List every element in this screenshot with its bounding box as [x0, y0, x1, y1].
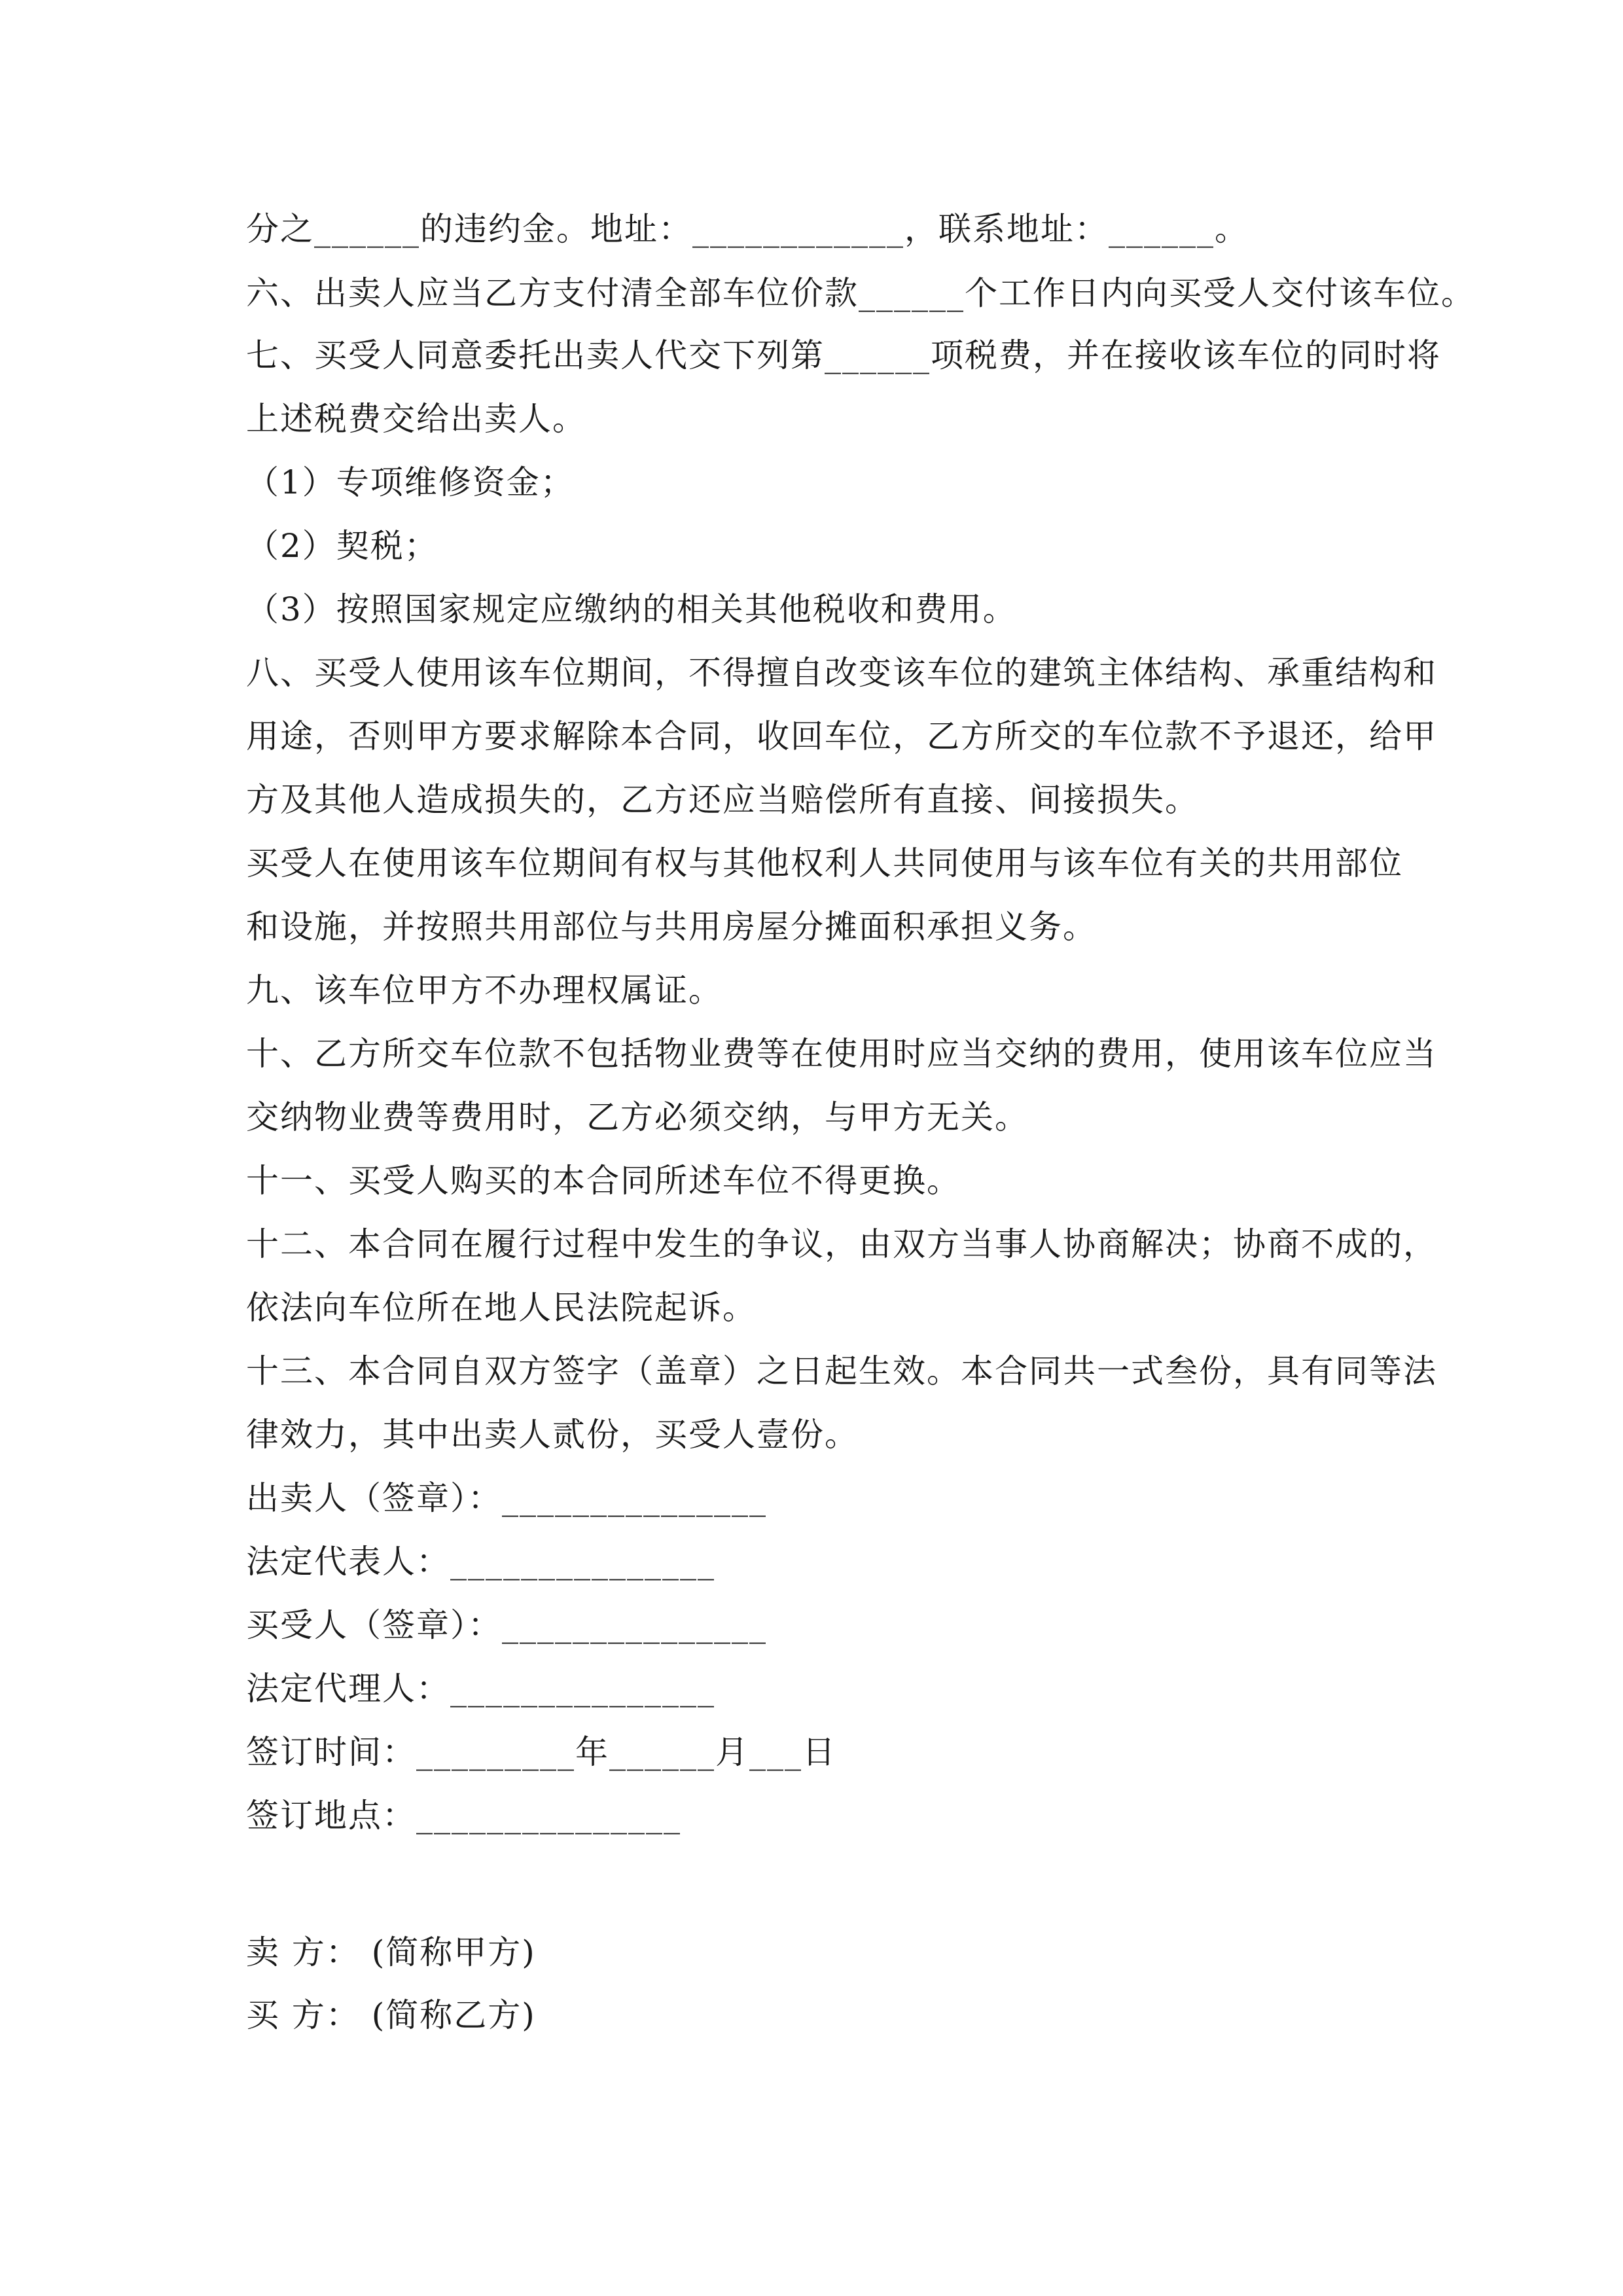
text-line: 九、该车位甲方不办理权属证。 — [246, 971, 722, 1009]
signing-place-line: 签订地点：_______________ — [246, 1797, 681, 1835]
text-line: 用途，否则甲方要求解除本合同，收回车位，乙方所交的车位款不予退还，给甲 — [246, 717, 1437, 755]
text-line: （1）专项维修资金； — [246, 463, 575, 501]
text-line: 七、买受人同意委托出卖人代交下列第______项税费，并在接收该车位的同时将 — [246, 336, 1441, 374]
text-line: 六、出卖人应当乙方支付清全部车位价款______个工作日内向买受人交付该车位。 — [246, 274, 1475, 312]
text-line: 十三、本合同自双方签字（盖章）之日起生效。本合同共一式叁份，具有同等法 — [246, 1352, 1437, 1390]
text-line: 分之______的违约金。地址：____________，联系地址：______。 — [246, 210, 1249, 248]
text-line: 律效力，其中出卖人贰份，买受人壹份。 — [246, 1416, 859, 1454]
text-line: （3）按照国家规定应缴纳的相关其他税收和费用。 — [246, 590, 1017, 628]
legal-agent-line: 法定代理人：_______________ — [246, 1670, 715, 1708]
text-line: （2）契税； — [246, 527, 438, 565]
seller-signature-line: 出卖人（签章）：_______________ — [246, 1479, 767, 1517]
legal-representative-line: 法定代表人：_______________ — [246, 1543, 715, 1581]
text-line: 交纳物业费等费用时，乙方必须交纳，与甲方无关。 — [246, 1098, 1029, 1136]
text-line: 买受人在使用该车位期间有权与其他权利人共同使用与该车位有关的共用部位 — [246, 844, 1403, 882]
text-line: 八、买受人使用该车位期间，不得擅自改变该车位的建筑主体结构、承重结构和 — [246, 654, 1437, 692]
signing-date-line: 签订时间：_________年______月___日 — [246, 1733, 836, 1771]
text-line: 十二、本合同在履行过程中发生的争议，由双方当事人协商解决；协商不成的， — [246, 1225, 1437, 1263]
text-line: 上述税费交给出卖人。 — [246, 400, 586, 438]
text-line: 十一、买受人购买的本合同所述车位不得更换。 — [246, 1162, 961, 1200]
text-line: 依法向车位所在地人民法院起诉。 — [246, 1289, 757, 1327]
text-line: 十、乙方所交车位款不包括物业费等在使用时应当交纳的费用，使用该车位应当 — [246, 1035, 1437, 1073]
text-line: 方及其他人造成损失的，乙方还应当赔偿所有直接、间接损失。 — [246, 781, 1199, 819]
text-line: 和设施，并按照共用部位与共用房屋分摊面积承担义务。 — [246, 908, 1097, 946]
buyer-party-line: 买 方： (简称乙方) — [246, 1996, 536, 2034]
seller-party-line: 卖 方： (简称甲方) — [246, 1933, 536, 1971]
buyer-signature-line: 买受人（签章）：_______________ — [246, 1606, 767, 1644]
